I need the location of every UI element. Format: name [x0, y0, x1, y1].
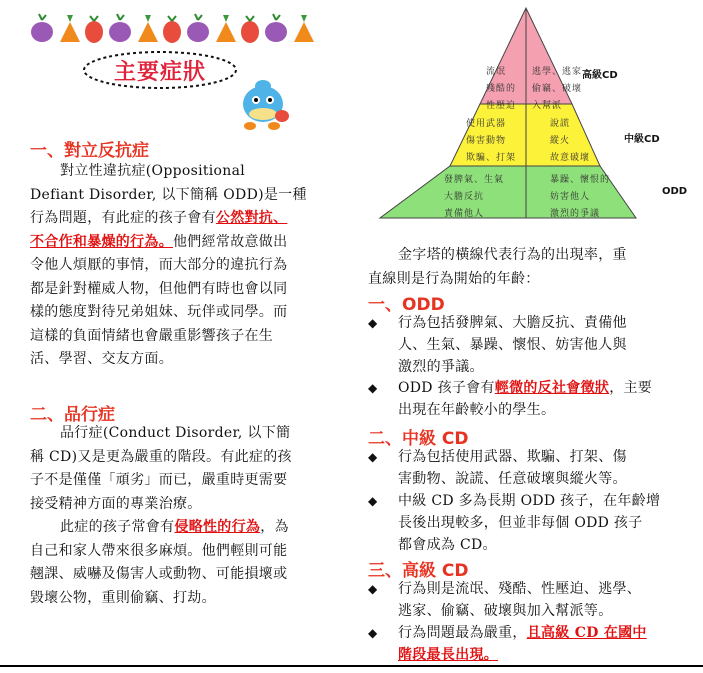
bottom-rule	[0, 665, 703, 667]
section-heading-cd: 二、品行症	[30, 405, 115, 425]
diamond-bullet-icon: ◆	[368, 494, 378, 508]
title-badge	[80, 48, 240, 92]
diamond-bullet-icon: ◆	[368, 381, 378, 395]
section-odd-body: 對立性違抗症(Oppositional Defiant Disorder, 以下簡稱 ODD)是一種 行為問題，有此症的孩子會有公然對抗、 不合作和暴燥的行為。他們經常故意做出 令他人煩厭的事情，而大部分的違抗行為 都是針對權威人物，但他們有時也會以同 樣的態度對待兄弟姐妹、玩伴或同學。而 這樣的負面情緒也會嚴重影響孩子在生 活、學習、交友方面。	[30, 163, 307, 367]
diamond-bullet-icon: ◆	[368, 316, 378, 330]
bird-mascot-icon	[236, 74, 290, 134]
diamond-bullet-icon: ◆	[368, 450, 378, 464]
page-title: 主要症狀	[113, 59, 206, 85]
section-heading-mid-cd: 二、中級 CD	[368, 429, 469, 449]
diamond-bullet-icon: ◆	[368, 582, 378, 596]
section-heading-odd-right: 一、ODD	[368, 295, 445, 315]
pyramid-intro: 金字塔的橫線代表行為的出現率，重 直線則是行為開始的年齡：	[368, 247, 627, 287]
section-heading-high-cd: 三、高級 CD	[368, 561, 469, 581]
diamond-bullet-icon: ◆	[368, 626, 378, 640]
label-high-cd: 高級CD	[582, 70, 618, 81]
section-cd-body: 品行症(Conduct Disorder, 以下簡 稱 CD)又是更為嚴重的階段。有此症的孩 子不是僅僅「頑劣」而已，嚴重時更需要 接受精神方面的專業治療。 此症的孩子常會有侵略性的行為，為 自己和家人帶來很多麻煩。他們輕則可能 翹課、威嚇及傷害人或動物、可能損壞或 毀壞公物，重則偷竊、打劫。	[30, 425, 292, 606]
fruit-row-icon	[28, 10, 328, 46]
section-heading-odd: 一、對立反抗症	[30, 141, 149, 161]
behavior-pyramid: 流氓 殘酷的 性壓迫 逃學、逃家 偷竊、破壞 入幫派 使用武器 傷害動物 欺騙、打架 說謊 縱火 故意破壞 發脾氣、生氣 大膽反抗 責備他人 暴躁、懷恨的 妨害他人 激烈的爭議 高級CD 中級CD ODD	[378, 6, 684, 220]
label-odd: ODD	[662, 186, 688, 197]
label-mid-cd: 中級CD	[624, 134, 660, 145]
